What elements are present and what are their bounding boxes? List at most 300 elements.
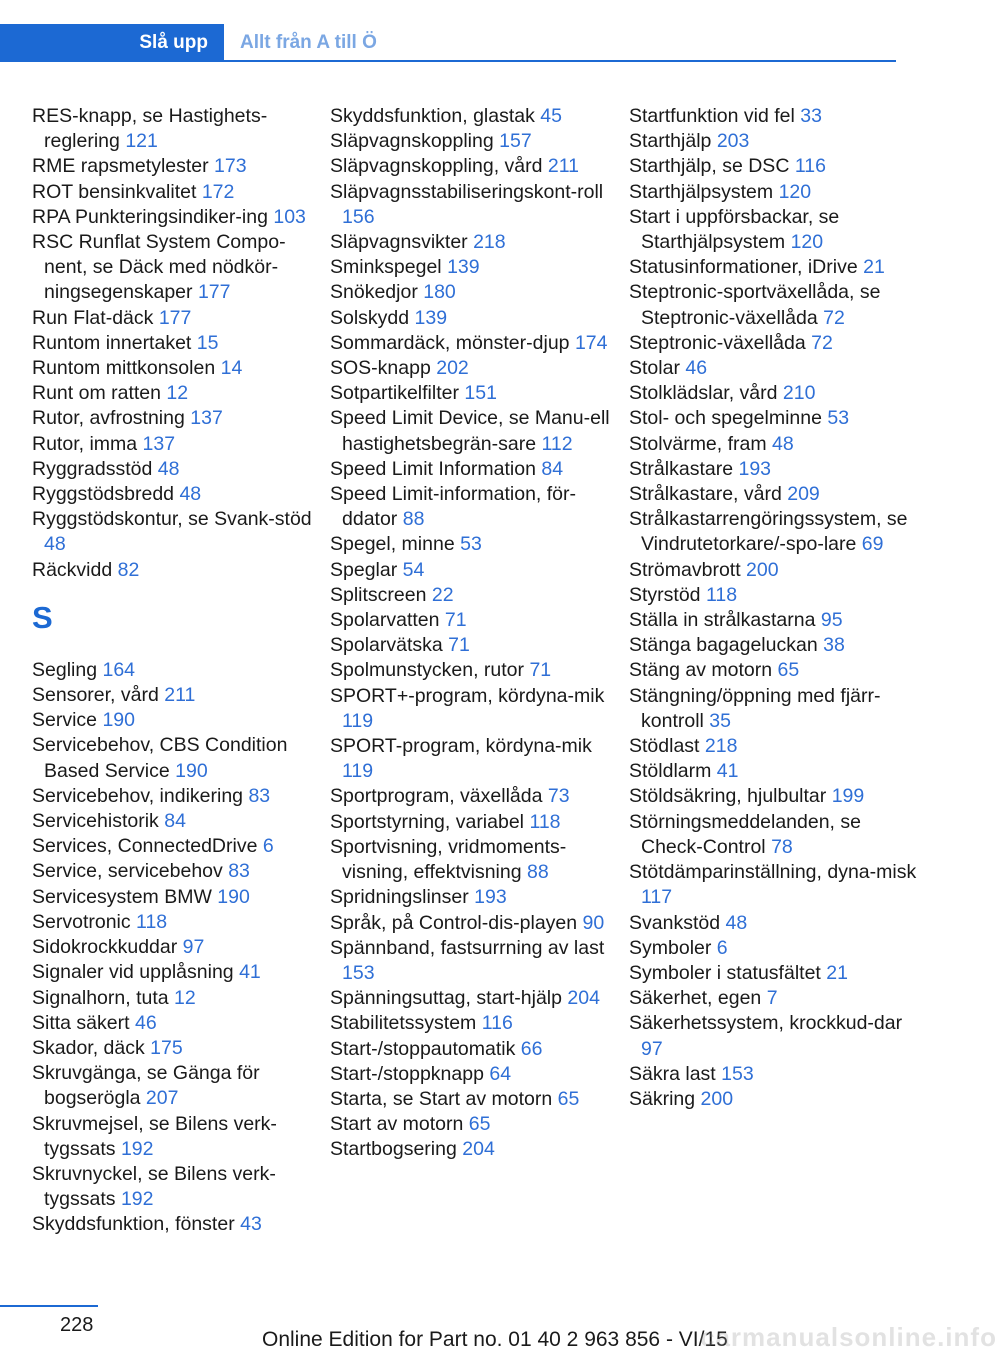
index-entry-term: Sportstyrning, variabel [330,810,525,833]
index-entry-page-link[interactable]: 95 [820,609,843,632]
index-entry-page-link[interactable]: 64 [489,1062,512,1085]
index-entry-term: Service [32,709,98,732]
index-entry-page-link[interactable]: 84 [164,810,186,833]
index-entry [32,507,316,557]
index-entry-page-link[interactable]: 65 [557,1087,580,1110]
index-entry-term: Spolarvatten [330,609,440,632]
index-entry [629,658,919,683]
index-entry-page-link[interactable]: 199 [831,785,865,808]
index-entry [330,936,614,986]
index-entry [32,1212,316,1237]
index-entry [330,835,614,885]
page-number: 228 [60,1314,94,1336]
index-entry-page-link[interactable]: 72 [823,306,845,329]
index-column-2 [330,104,614,1163]
index-entry-term: Säkra last [629,1062,716,1085]
index-entry-term: Service, servicebehov [32,860,223,883]
index-entry-term: Svankstöd [629,911,721,934]
index-entry-page-link[interactable]: 190 [175,759,208,782]
index-entry-page-link[interactable]: 97 [641,1037,663,1060]
index-entry-page-link[interactable]: 48 [44,533,66,556]
index-entry [330,230,614,255]
index-entry [629,205,919,255]
index-entry-page-link[interactable]: 193 [738,457,772,480]
index-entry-term: Spolmunstycken, rutor [330,659,525,682]
index-entry-page-link[interactable]: 209 [787,483,820,506]
index-entry-term: Sportvisning, vridmoments-visning, effektvisning [330,835,567,884]
index-entry-term: Start-/stoppautomatik [330,1037,516,1060]
index-entry [32,733,316,783]
index-entry-page-link[interactable]: 153 [721,1062,754,1085]
index-entry [330,406,614,456]
index-entry-term: Sminkspegel [330,256,442,279]
index-entry-term: Runtom mittkonsolen [32,357,216,380]
page-number-rule [0,1305,98,1307]
index-entry-page-link[interactable]: 46 [685,357,708,380]
index-entry [629,406,919,431]
index-entry-term: Starthjälpsystem [629,180,774,203]
index-entry [330,986,614,1011]
index-entry-page-link[interactable]: 172 [201,180,235,203]
index-entry [32,432,316,457]
index-entry-page-link[interactable]: 192 [120,1188,154,1211]
index-entry [32,859,316,884]
index-entry-term: Stänga bagageluckan [629,634,818,657]
index-entry [330,255,614,280]
index-entry-page-link[interactable]: 120 [778,180,812,203]
index-entry-page-link[interactable]: 71 [444,609,467,632]
index-entry-term: Runt om ratten [32,382,161,405]
index-entry-term: Stolvärme, fram [629,432,767,455]
index-entry [330,154,614,179]
index-entry-term: Rutor, avfrostning [32,407,185,430]
index-entry-page-link[interactable]: 139 [414,306,448,329]
watermark: carmanualsonline.info [700,1322,997,1352]
index-entry-page-link[interactable]: 218 [704,735,738,758]
index-entry-term: SPORT+-program, kördyna-mik [330,684,605,707]
index-entry-term: Ryggstödsbredd [32,483,175,506]
index-entry-term: Släpvagnskoppling, vård [330,155,543,178]
index-entry-page-link[interactable]: 7 [766,987,778,1010]
index-entry-term: Stöldlarm [629,760,712,783]
index-entry-page-link[interactable]: 193 [474,886,507,909]
index-entry [330,1062,614,1087]
index-entry-term: Sportprogram, växellåda [330,785,543,808]
index-entry [32,658,316,683]
index-entry [330,180,614,230]
index-entry-page-link[interactable]: 12 [166,382,189,405]
index-entry [32,885,316,910]
index-entry-term: Signalhorn, tuta [32,986,169,1009]
index-entry-page-link[interactable]: 211 [164,684,196,707]
index-entry-term: RSC Runflat System Compo-nent, se Däck med nödkör-ningsegenskaper [32,231,286,304]
index-entry-page-link[interactable]: 69 [861,533,884,556]
index-entry-page-link[interactable]: 203 [716,130,750,153]
index-entry-page-link[interactable]: 48 [179,483,202,506]
index-entry [629,633,919,658]
index-entry-page-link[interactable]: 200 [746,558,779,581]
entry-list-r [32,104,316,583]
index-entry-page-link[interactable]: 15 [196,331,219,354]
index-entry-page-link[interactable]: 190 [102,709,135,732]
index-entry-term: SPORT-program, kördyna-mik [330,735,592,758]
index-entry-page-link[interactable]: 65 [777,659,800,682]
index-entry-page-link[interactable]: 118 [529,810,561,833]
index-entry-term: Släpvagnsvikter [330,231,468,254]
index-entry-term: Stäng av motorn [629,659,773,682]
index-entry-term: Stabilitetssystem [330,1012,477,1035]
index-entry [32,960,316,985]
index-entry [32,834,316,859]
index-entry-page-link[interactable]: 41 [716,760,739,783]
index-entry-term: Stolklädslar, vård [629,382,778,405]
index-entry-term: Stödlast [629,735,700,758]
index-entry [32,1061,316,1111]
index-entry [629,608,919,633]
index-entry [32,935,316,960]
index-entry-page-link[interactable]: 48 [157,457,180,480]
index-entry-page-link[interactable]: 156 [342,205,375,228]
index-entry-term: Sitta säkert [32,1011,130,1034]
index-entry-term: Skruvmejsel, se Bilens verk-tygssats [32,1112,277,1160]
index-entry [629,810,919,860]
index-entry-term: Ställa in strålkastarna [629,609,816,632]
index-entry [330,482,614,532]
index-entry-page-link[interactable]: 204 [462,1138,495,1161]
entry-list [330,104,614,1163]
index-entry-page-link[interactable]: 112 [541,432,573,455]
index-entry [629,154,919,179]
index-entry [629,911,919,936]
index-entry-term: ROT bensinkvalitet [32,180,197,203]
index-entry-page-link[interactable]: 210 [782,382,816,405]
index-entry [629,180,919,205]
index-entry-page-link[interactable]: 116 [481,1012,513,1035]
index-entry-term: Symboler i statusfältet [629,961,821,984]
index-entry-page-link[interactable]: 90 [582,911,605,934]
index-entry-page-link[interactable]: 45 [540,105,562,127]
index-entry-term: Störningsmeddelanden, se Check-Control [629,810,861,858]
index-entry-term: Speglar [330,558,398,581]
index-entry [330,356,614,381]
index-entry-term: Speed Limit-information, för-ddator [330,483,577,531]
index-entry [330,658,614,683]
index-entry-page-link[interactable]: 83 [248,784,271,807]
index-entry-page-link[interactable]: 48 [725,911,748,934]
index-entry-term: Starta, se Start av motorn [330,1087,553,1110]
index-entry-page-link[interactable]: 71 [529,659,552,682]
index-entry-page-link[interactable]: 157 [499,130,532,153]
index-entry-term: Stötdämparinställning, dyna-misk [629,861,917,884]
index-entry-term: Släpvagnskoppling [330,130,494,153]
index-entry-term: Skyddsfunktion, glastak [330,105,535,127]
index-entry [32,1112,316,1162]
index-entry [32,910,316,935]
index-entry-page-link[interactable]: 118 [705,583,738,606]
index-entry [629,558,919,583]
index-entry [330,129,614,154]
index-entry [629,936,919,961]
index-entry-page-link[interactable]: 82 [117,558,140,581]
index-entry-term: Spridningslinser [330,886,469,909]
index-entry-page-link[interactable]: 21 [863,256,885,279]
index-entry-page-link[interactable]: 207 [145,1087,179,1110]
index-entry-page-link[interactable]: 151 [464,382,497,405]
index-entry-term: Statusinformationer, iDrive [629,256,858,279]
index-entry-page-link[interactable]: 204 [567,987,600,1010]
index-entry-page-link[interactable]: 54 [402,558,425,581]
index-entry-page-link[interactable]: 173 [214,155,247,178]
index-entry [629,129,919,154]
index-entry-page-link[interactable]: 103 [273,205,306,228]
index-entry [330,784,614,809]
index-entry-page-link[interactable]: 78 [771,835,793,858]
index-entry-page-link[interactable]: 88 [527,861,549,884]
index-entry-term: Stol- och spegelminne [629,407,822,430]
index-entry-term: Servicehistorik [32,810,159,833]
index-entry [330,532,614,557]
index-entry-page-link[interactable]: 190 [217,885,250,908]
tab-allt-fran-a-till-o[interactable]: Allt från A till Ö [240,32,377,53]
index-entry-term: Rutor, imma [32,432,138,455]
index-entry [32,1011,316,1036]
index-entry-term: Skyddsfunktion, fönster [32,1213,235,1236]
index-entry-term: Språk, på Control-dis-playen [330,911,578,934]
index-entry [32,356,316,381]
index-entry-term: Servicesystem BMW [32,885,212,908]
index-entry-term: Solskydd [330,306,410,329]
index-entry-page-link[interactable]: 121 [125,130,158,153]
index-entry-page-link[interactable]: 41 [239,961,261,984]
index-entry-term: Startfunktion vid fel [629,105,795,127]
index-entry-page-link[interactable]: 118 [136,910,168,933]
index-entry-page-link[interactable]: 38 [823,634,845,657]
index-entry-term: Services, ConnectedDrive [32,835,258,858]
index-entry-term: Släpvagnsstabiliseringskont-roll [330,180,604,203]
index-entry-page-link[interactable]: 84 [541,457,564,480]
index-entry [330,558,614,583]
index-entry-term: Säkerhet, egen [629,987,762,1010]
index-entry-page-link[interactable]: 116 [794,155,826,178]
index-entry [629,986,919,1011]
index-entry [32,457,316,482]
index-entry-term: Skador, däck [32,1036,145,1059]
index-entry [629,583,919,608]
index-entry [32,708,316,733]
index-entry-term: Strålkastare [629,457,734,480]
index-entry-page-link[interactable]: 71 [448,634,470,657]
index-entry-page-link[interactable]: 177 [197,281,231,304]
index-entry [629,331,919,356]
index-entry [32,406,316,431]
index-entry-term: Servotronic [32,910,131,933]
index-entry-page-link[interactable]: 83 [228,860,250,883]
index-entry [330,684,614,734]
section-letter-heading: S [32,599,53,635]
index-entry [32,205,316,230]
index-entry-page-link[interactable]: 65 [468,1113,491,1136]
index-entry-page-link[interactable]: 174 [574,331,608,354]
index-entry-page-link[interactable]: 177 [158,306,192,329]
index-entry-page-link[interactable]: 14 [220,357,243,380]
index-entry-page-link[interactable]: 88 [402,508,425,531]
index-entry-page-link[interactable]: 72 [811,331,833,354]
index-entry [330,1037,614,1062]
index-entry-term: Skruvnyckel, se Bilens verk-tygssats [32,1162,276,1211]
index-entry-page-link[interactable]: 12 [174,986,196,1009]
index-entry [629,684,919,734]
index-entry-term: Splitscreen [330,583,427,606]
index-column-1 [32,104,316,1238]
entry-list [629,104,919,1112]
index-entry [330,1137,614,1162]
index-entry [32,1162,316,1212]
index-entry-page-link[interactable]: 139 [447,256,480,279]
index-entry [330,911,614,936]
index-entry-term: Sidokrockkuddar [32,936,178,959]
index-entry-page-link[interactable]: 48 [772,432,794,455]
index-entry-page-link[interactable]: 43 [240,1213,262,1236]
index-entry-term: Snökedjor [330,281,418,304]
top-navigation-bar [0,0,896,62]
index-entry-term: Räckvidd [32,558,113,581]
index-entry [629,961,919,986]
index-entry-term: Steptronic-sportväxellåda, se Steptronic-växellåda [629,281,881,329]
index-entry [629,457,919,482]
index-column-3 [629,104,919,1112]
index-entry-page-link[interactable]: 117 [641,886,673,909]
index-entry-term: Strålkastarrengöringssystem, se Vindrutetorkare/-spo-lare [629,508,908,556]
index-entry [629,432,919,457]
index-entry [629,860,919,910]
index-entry-page-link[interactable]: 137 [190,407,223,430]
index-entry [32,180,316,205]
index-entry [32,306,316,331]
index-entry [32,683,316,708]
index-entry-page-link[interactable]: 21 [826,961,848,984]
index-entry-term: Strömavbrott [629,558,741,581]
index-entry-page-link[interactable]: 35 [709,709,731,732]
index-entry-page-link[interactable]: 22 [431,583,454,606]
index-entry-term: Speed Limit Information [330,457,536,480]
index-entry-term: Startbogsering [330,1138,457,1161]
index-entry-page-link[interactable]: 119 [342,760,374,783]
index-entry [629,104,919,129]
index-entry-page-link[interactable]: 97 [182,936,205,959]
index-entry-term: Strålkastare, vård [629,483,782,506]
index-entry-page-link[interactable]: 200 [700,1087,734,1110]
index-entry-term: RPA Punkteringsindiker-ing [32,205,268,228]
index-entry-term: Signaler vid upplåsning [32,961,234,984]
index-entry-term: Run Flat-däck [32,306,154,329]
index-entry-term: RME rapsmetylester [32,155,209,178]
index-entry-page-link[interactable]: 137 [142,432,176,455]
index-entry [629,1011,919,1061]
index-entry-term: Sommardäck, mönster-djup [330,331,570,354]
index-entry-term: Sensorer, vård [32,684,159,707]
index-entry-term: Spänningsuttag, start-hjälp [330,987,562,1010]
index-entry [330,633,614,658]
index-entry [629,280,919,330]
index-entry-page-link[interactable]: 46 [134,1011,157,1034]
index-entry [330,331,614,356]
index-entry-page-link[interactable]: 53 [460,533,482,556]
index-entry [330,280,614,305]
index-entry [330,734,614,784]
index-entry [32,381,316,406]
index-entry-term: Servicebehov, CBS Condition Based Service [32,734,288,782]
index-entry-term: Steptronic-växellåda [629,331,806,354]
index-entry-term: Start av motorn [330,1113,464,1136]
index-entry-term: Segling [32,658,98,681]
index-entry-page-link[interactable]: 175 [150,1036,183,1059]
index-entry-page-link[interactable]: 192 [120,1137,154,1160]
index-entry [330,1087,614,1112]
index-entry-page-link[interactable]: 6 [262,835,274,858]
index-entry-page-link[interactable]: 202 [436,357,469,380]
index-entry [629,759,919,784]
index-entry-term: Start-/stoppknapp [330,1062,484,1085]
index-entry-page-link[interactable]: 66 [520,1037,543,1060]
index-entry [629,1087,919,1112]
index-entry-term: Starthjälp [629,130,712,153]
index-entry-page-link[interactable]: 153 [342,961,375,984]
index-entry [330,1011,614,1036]
index-entry-term: Spännband, fastsurrning av last [330,936,605,959]
index-entry [330,104,614,129]
index-entry [629,1062,919,1087]
index-entry-page-link[interactable]: 180 [423,281,456,304]
index-entry-page-link[interactable]: 53 [827,407,850,430]
index-entry-term: Säkring [629,1087,696,1110]
index-entry-term: Ryggstödskontur, se Svank-stöd [32,508,312,531]
index-entry-page-link[interactable]: 6 [716,936,728,959]
index-entry-term: RES-knapp, se Hastighets-reglering [32,105,268,153]
index-entry-page-link[interactable]: 218 [473,231,506,254]
index-entry [32,331,316,356]
tab-sla-upp[interactable]: Slå upp [0,24,224,62]
index-entry-term: Spolarvätska [330,634,443,657]
index-entry-term: Stöldsäkring, hjulbultar [629,785,827,808]
index-entry [629,381,919,406]
index-entry [32,986,316,1011]
index-entry-page-link[interactable]: 119 [342,709,374,732]
index-entry [32,482,316,507]
index-entry-page-link[interactable]: 211 [547,155,579,178]
index-entry [32,154,316,179]
index-entry-term: Stolar [629,357,680,380]
index-entry-page-link[interactable]: 73 [547,785,570,808]
index-entry-term: Runtom innertaket [32,331,192,354]
index-entry-term: Ryggradsstöd [32,457,153,480]
index-entry [330,583,614,608]
index-entry [330,810,614,835]
index-entry [330,306,614,331]
index-entry-term: SOS-knapp [330,357,431,380]
edition-footer: Online Edition for Part no. 01 40 2 963 856 - VI/15 [262,1328,728,1351]
index-entry [629,482,919,507]
index-entry [330,608,614,633]
index-entry-page-link[interactable]: 120 [790,231,824,254]
index-entry-term: Servicebehov, indikering [32,784,244,807]
index-entry-term: Stängning/öppning med fjärr-kontroll [629,684,881,732]
index-entry [32,1036,316,1061]
index-entry-page-link[interactable]: 164 [102,658,136,681]
index-entry [32,104,316,154]
index-entry [330,457,614,482]
index-entry-page-link[interactable]: 33 [800,105,822,127]
index-entry [629,784,919,809]
